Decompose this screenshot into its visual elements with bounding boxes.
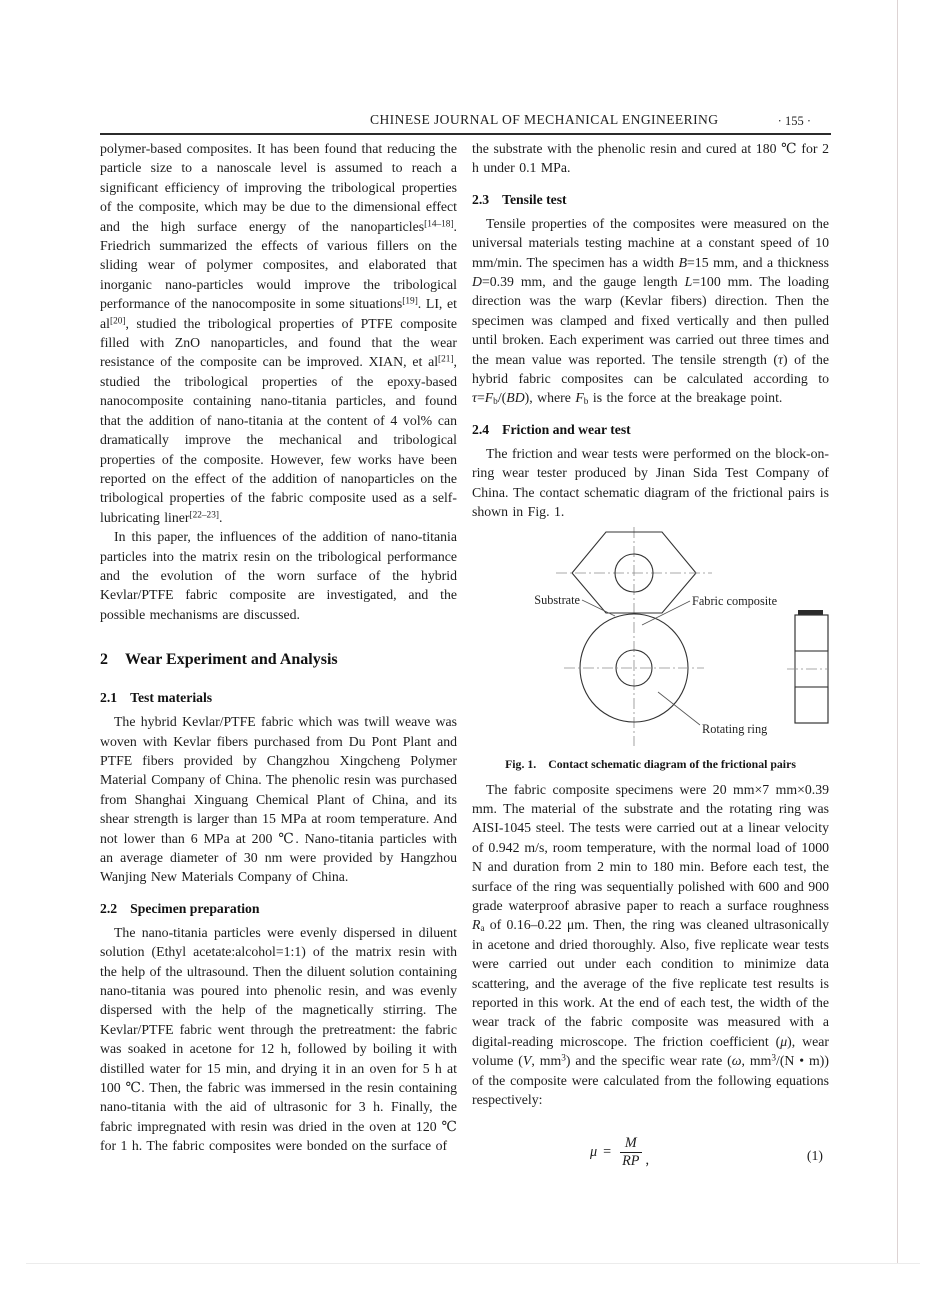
subsection-heading xyxy=(100,689,457,707)
running-header xyxy=(100,112,831,132)
ring-side-hatch-top xyxy=(795,615,828,651)
heading-number: 2.1 xyxy=(100,690,118,706)
figure-label: Fig. 1. xyxy=(505,756,537,771)
paragraph: The fabric composite specimens were 20 mm×7 mm×0.39 mm. The material of the substrate and the rotating ring was AISI-1045 steel. The tests were carried out at a linear velocity of 0.942 m/s, room temperature, with the normal load of 1000 N and duration from 2 min to 180 min. Before each test, the surface of the ring was sequentially polished with 600 and 900 grade waterproof abrasive paper to reach a surface roughness $R_a$ of 0.16–0.22 μm. Then, the ring was cleaned ultrasonically in acetone and dried thoroughly. Also, five replicate wear tests were carried out under each condition to minimize data scattering, and the average of the five replicate test results is reported in this work. At the end of each test, the width of the wear track of the fabric composite was measured with a digital-reading microscope. The friction coefficient (μ), wear volume (V, $mm^3$) and the specific wear rate (ω, $mm^3/(N$ • m)) of the composite were calculated from the following equations respectively: xyxy=(472,781,829,1107)
figure-1 xyxy=(472,526,829,772)
right-column-bottom xyxy=(472,780,829,1110)
figure-1-drawing xyxy=(472,526,829,754)
equation-equals: = xyxy=(603,1143,612,1160)
paragraph: the substrate with the phenolic resin and cured at 180 ℃ for 2 h under 0.1 MPa. xyxy=(472,141,829,176)
equation-1 xyxy=(472,1135,829,1185)
paragraph: In this paper, the influences of the addition of nano-titania particles into the matrix resin on the tribological performance and the evolution of the worn surface of the hybrid Kevlar/PTFE fabric composite are investigated, and the possible mechanisms are discussed. xyxy=(100,529,457,622)
heading-number: 2.4 xyxy=(472,421,490,437)
substrate-label: Substrate xyxy=(534,592,580,607)
paragraph: Tensile properties of the composites were measured on the universal materials testing machine at a constant speed of 10 mm/min. The specimen has a width B=15 mm, and a thickness D=0.39 mm, and the gauge length L=100 mm. The loading direction was the warp (Kevlar fibers) direction. Then the specimen was clamped and fixed vertically and then pulled until broken. Each experiment was carried out three times and the mean value was reported. The tensile strength (τ) of the hybrid fabric composites can be calculated according to $\tau=F_b/(BD)$, where $F_b$ is the force at the breakage point. xyxy=(472,215,829,408)
subsection-heading xyxy=(472,421,829,439)
left-column xyxy=(100,139,457,1156)
heading-title: Tensile test xyxy=(502,191,567,207)
equation-number: (1) xyxy=(806,1148,823,1164)
equation-denominator: RP xyxy=(622,1152,640,1169)
substrate-leader-line xyxy=(582,600,615,616)
page-number: · 155 · xyxy=(777,114,811,128)
right-column xyxy=(472,139,829,1185)
section-heading xyxy=(100,650,457,670)
heading-title: Specimen preparation xyxy=(130,900,260,916)
figure-1-caption xyxy=(472,757,829,772)
header-rule xyxy=(100,133,831,135)
fabric-composite-label: Fabric composite xyxy=(692,593,778,608)
heading-number: 2.2 xyxy=(100,900,118,916)
paragraph: The friction and wear tests were performed on the block-on-ring wear tester produced by Jinan Sida Test Company of China. The contact schematic diagram of the frictional pairs is shown in Fig. 1. xyxy=(472,445,829,520)
rotating-ring-label: Rotating ring xyxy=(702,721,768,736)
equation-body xyxy=(590,1135,649,1169)
heading-title: Wear Experiment and Analysis xyxy=(125,651,338,669)
equation-punctuation: , xyxy=(645,1152,650,1169)
heading-title: Friction and wear test xyxy=(502,421,631,437)
heading-number: 2 xyxy=(100,651,108,669)
paragraph: The hybrid Kevlar/PTFE fabric which was twill weave was woven with Kevlar fibers purchased from Du Pont Plant and PTFE fibers provided by Changzhou Xingcheng Polymer Material Company of China. The phenolic resin was purchased from Shanghai Xinguang Chemical Plant of China, and its shear strength is larger than 15 MPa at room temperature. And not lower than 6 MPa at 200 ℃. Nano-titania particles with an average diameter of 30 nm were provided by Hangzhou Wanjing New Materials Company of China. xyxy=(100,714,457,885)
equation-lhs: μ xyxy=(590,1143,598,1160)
right-column-top xyxy=(472,139,829,522)
subsection-heading xyxy=(100,900,457,918)
paragraph: polymer-based composites. It has been found that reducing the particle size to a nanoscale level is assumed to reach a significant efficiency of improving the tribological properties of the composite, which may be due to the dimensional effect and the high surface energy of the nanoparticles[14–18]. Friedrich summarized the effects of various fillers on the sliding wear of polymer composites, and elaborated that inorganic nano-particles would improve the tribological performance of the nanocomposite in some situations[19]. LI, et al[20], studied the tribological properties of PTFE composite filled with ZnO nanoparticles, and found that the wear resistance of the composite can be improved. XIAN, et al[21], studied the tribological properties of the epoxy-based nanocomposite containing nano-titania particles, and found that the addition of nano-titania at the content of 4 vol% can dramatically improve the mechanical and tribological properties of the composite. However, few works have been reported on the effect of the addition of nanoparticles on the tribological properties of the fabric composite used as a self-lubricating liner[22–23]. xyxy=(100,141,457,525)
equation-fraction xyxy=(617,1135,644,1169)
figure-caption-text: Contact schematic diagram of the frictional pairs xyxy=(548,756,796,771)
scan-page-bottom-edge xyxy=(26,1263,920,1264)
heading-title: Test materials xyxy=(130,690,213,706)
subsection-heading xyxy=(472,191,829,209)
fabric-composite-strip xyxy=(798,610,823,615)
journal-title: CHINESE JOURNAL OF MECHANICAL ENGINEERING xyxy=(370,112,719,127)
ring-side-hatch-bottom xyxy=(795,687,828,723)
equation-numerator: M xyxy=(620,1135,642,1152)
scan-page-right-edge xyxy=(897,0,898,1263)
heading-number: 2.3 xyxy=(472,191,490,207)
paragraph: The nano-titania particles were evenly dispersed in diluent solution (Ethyl acetate:alcohol=1:1) of the matrix resin with the help of the ultrasound. Then the diluent solution containing nano-titania was poured into phenolic resin, and was evenly dispersed with the help of the magnetically stirring. The Kevlar/PTFE fabric went through the pretreatment: the fabric was soaked in acetone for 12 h, followed by boiling it with distilled water for 15 min, and drying it in an oven for 5 h at 100 ℃. Then, the fabric was immersed in the resin containing nano-titania with the aid of ultrasonic for 3 h. Finally, the fabric impregnated with resin was dried in the oven at 120 ℃ for 1 h. The fabric composites were bonded on the surface of xyxy=(100,924,457,1154)
